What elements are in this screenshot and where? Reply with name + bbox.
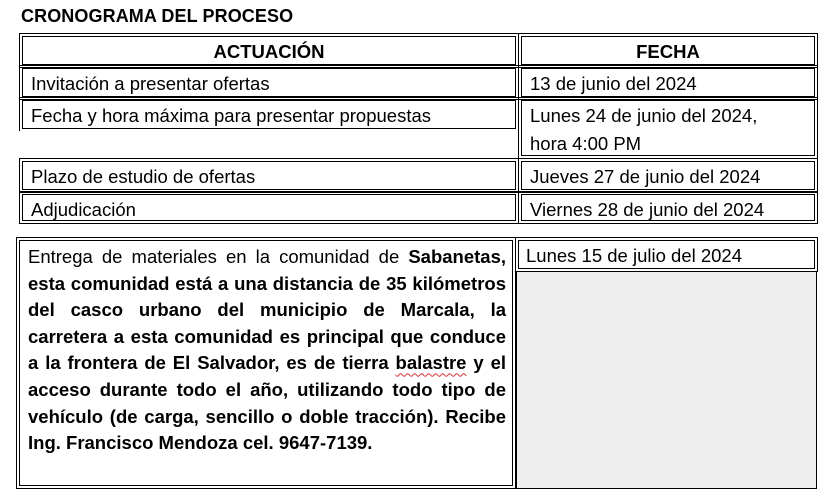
row-invitacion-actuacion: Invitación a presentar ofertas xyxy=(22,68,516,97)
row-propuestas-fecha xyxy=(521,100,815,156)
entrega-fecha: Lunes 15 de julio del 2024 xyxy=(518,240,815,269)
header-actuacion: ACTUACIÓN xyxy=(22,36,516,65)
row-propuestas-blank xyxy=(19,131,519,159)
header-fecha: FECHA xyxy=(521,36,815,65)
entrega-description xyxy=(19,240,513,486)
row-propuestas-fecha-line2: hora 4:00 PM xyxy=(530,133,642,154)
row-estudio-actuacion: Plazo de estudio de ofertas xyxy=(22,161,516,190)
row-propuestas-actuacion: Fecha y hora máxima para presentar propuestas xyxy=(22,100,516,129)
page-title: CRONOGRAMA DEL PROCESO xyxy=(21,6,294,26)
entrega-text-spellcheck: balastre xyxy=(395,352,467,374)
row-adjudicacion-actuacion: Adjudicación xyxy=(22,194,516,221)
entrega-fecha-shade xyxy=(516,272,817,489)
entrega-text-normal: Entrega de materiales en la comunidad de xyxy=(28,246,400,267)
entrega-text-bold-1: Sabanetas, esta comunidad está a una distancia de 35 kilómetros del casco urbano del municipio de Marcala, la carretera a esta comunidad es principal que conduce a la frontera de El Salvador, es de tierra xyxy=(28,246,506,374)
entrega-text-bold-2: y el acceso durante todo el año, utilizando todo tipo de vehículo (de carga, sencillo o doble tracción). Recibe Ing. Francisco Mendoza cel. 9647-7139. xyxy=(28,352,507,454)
row-estudio-fecha: Jueves 27 de junio del 2024 xyxy=(521,161,815,190)
row-adjudicacion-fecha: Viernes 28 de junio del 2024 xyxy=(521,194,815,221)
row-invitacion-fecha: 13 de junio del 2024 xyxy=(521,68,815,97)
row-propuestas-fecha-line1: Lunes 24 de junio del 2024, xyxy=(530,105,758,126)
